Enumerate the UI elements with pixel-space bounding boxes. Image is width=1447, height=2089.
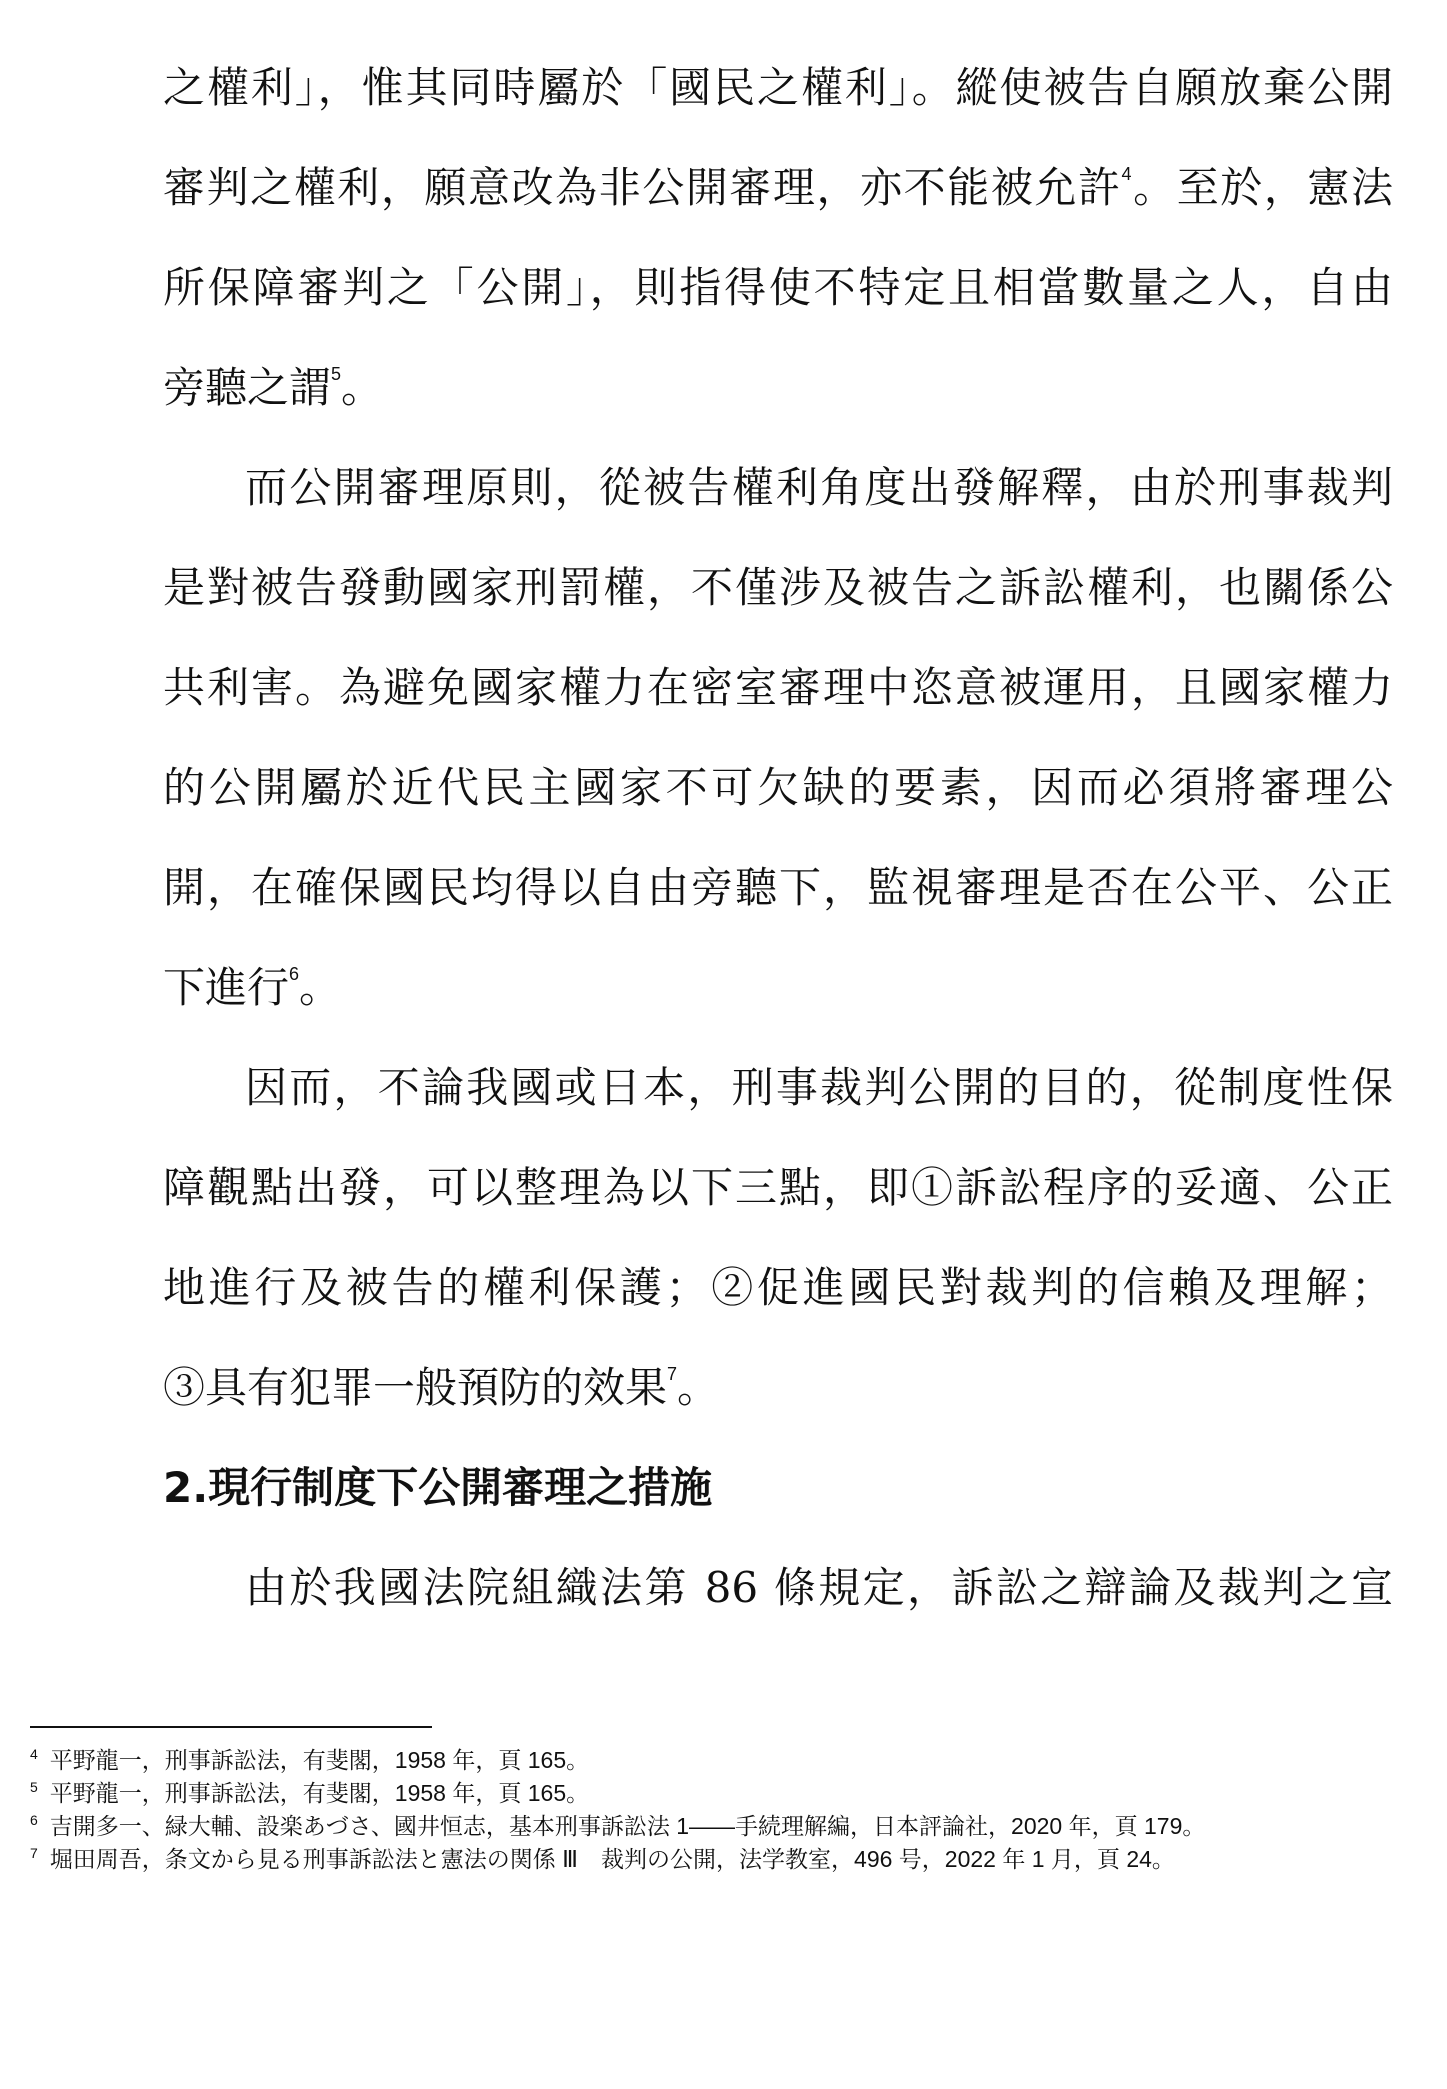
line-text: ③具有犯罪一般預防的效果 (163, 1363, 668, 1412)
line-period: 。 (341, 363, 384, 412)
footnote-item (30, 1777, 1370, 1810)
paragraph-line: 之權利」，惟其同時屬於「國民之權利」。縱使被告自願放棄公開 (163, 63, 1393, 112)
footnote-item (30, 1810, 1370, 1843)
line-text: 旁聽之謂 (163, 363, 332, 412)
footnote-ref[interactable]: 6 (289, 964, 300, 984)
paragraph-line (163, 938, 1393, 1038)
paragraph-line: 所保障審判之「公開」，則指得使不特定且相當數量之人，自由 (163, 263, 1393, 312)
footnote-text: 平野龍一，刑事訴訟法，有斐閣，1958 年，頁 165。 (49, 1747, 590, 1773)
paragraph-line: 因而，不論我國或日本，刑事裁判公開的目的，從制度性保 (245, 1063, 1393, 1112)
paragraph-line: 開，在確保國民均得以自由旁聽下，監視審理是否在公平、公正 (163, 863, 1393, 912)
footnote-number: 6 (30, 1812, 38, 1828)
line-text: 審判之權利，願意改為非公開審理，亦不能被允許 (163, 163, 1122, 212)
line-text: 下進行 (163, 963, 290, 1012)
paragraph-line: 障觀點出發，可以整理為以下三點，即①訴訟程序的妥適、公正 (163, 1163, 1393, 1212)
footnote-text: 平野龍一，刑事訴訟法，有斐閣，1958 年，頁 165。 (49, 1780, 590, 1806)
paragraph-line: 地進行及被告的權利保護；②促進國民對裁判的信賴及理解； (163, 1263, 1393, 1312)
section-heading: 2.現行制度下公開審理之措施 (163, 1463, 713, 1512)
paragraph-line: 的公開屬於近代民主國家不可欠缺的要素，因而必須將審理公 (163, 763, 1393, 812)
footnote-number: 5 (30, 1779, 38, 1795)
footnote-ref[interactable]: 7 (667, 1364, 678, 1384)
footnote-text: 堀田周吾，条文から見る刑事訴訟法と憲法の関係 Ⅲ 裁判の公開，法学教室，496 号，2022 年 1 月，頁 24。 (49, 1846, 1175, 1872)
paragraph-line: 由於我國法院組織法第 86 條規定，訴訟之辯論及裁判之宣 (245, 1563, 1393, 1612)
footnote-ref[interactable]: 5 (331, 364, 342, 384)
footnote-ref[interactable]: 4 (1121, 164, 1132, 184)
footnote-number: 4 (30, 1746, 38, 1762)
footnote-text: 吉開多一、緑大輔、設楽あづさ、國井恒志，基本刑事訴訟法 1——手続理解編，日本評論社，2020 年，頁 179。 (49, 1813, 1206, 1839)
paragraph-line: 而公開審理原則，從被告權利角度出發解釋，由於刑事裁判 (245, 463, 1393, 512)
line-period: 。 (299, 963, 342, 1012)
paragraph-line (163, 338, 1393, 438)
paragraph-line (163, 138, 1393, 238)
paragraph-line: 共利害。為避免國家權力在密室審理中恣意被運用，且國家權力 (163, 663, 1393, 712)
body-text (163, 38, 1393, 1638)
line-period: 。 (677, 1363, 720, 1412)
paragraph-line: 是對被告發動國家刑罰權，不僅涉及被告之訴訟權利，也關係公 (163, 563, 1393, 612)
footnotes (30, 1744, 1370, 1876)
line-text: 。至於，憲法 (1131, 163, 1393, 212)
footnote-item (30, 1744, 1370, 1777)
paragraph-line (163, 1338, 1393, 1438)
footnote-item (30, 1843, 1370, 1876)
footnote-number: 7 (30, 1845, 38, 1861)
footnote-separator (30, 1726, 432, 1728)
